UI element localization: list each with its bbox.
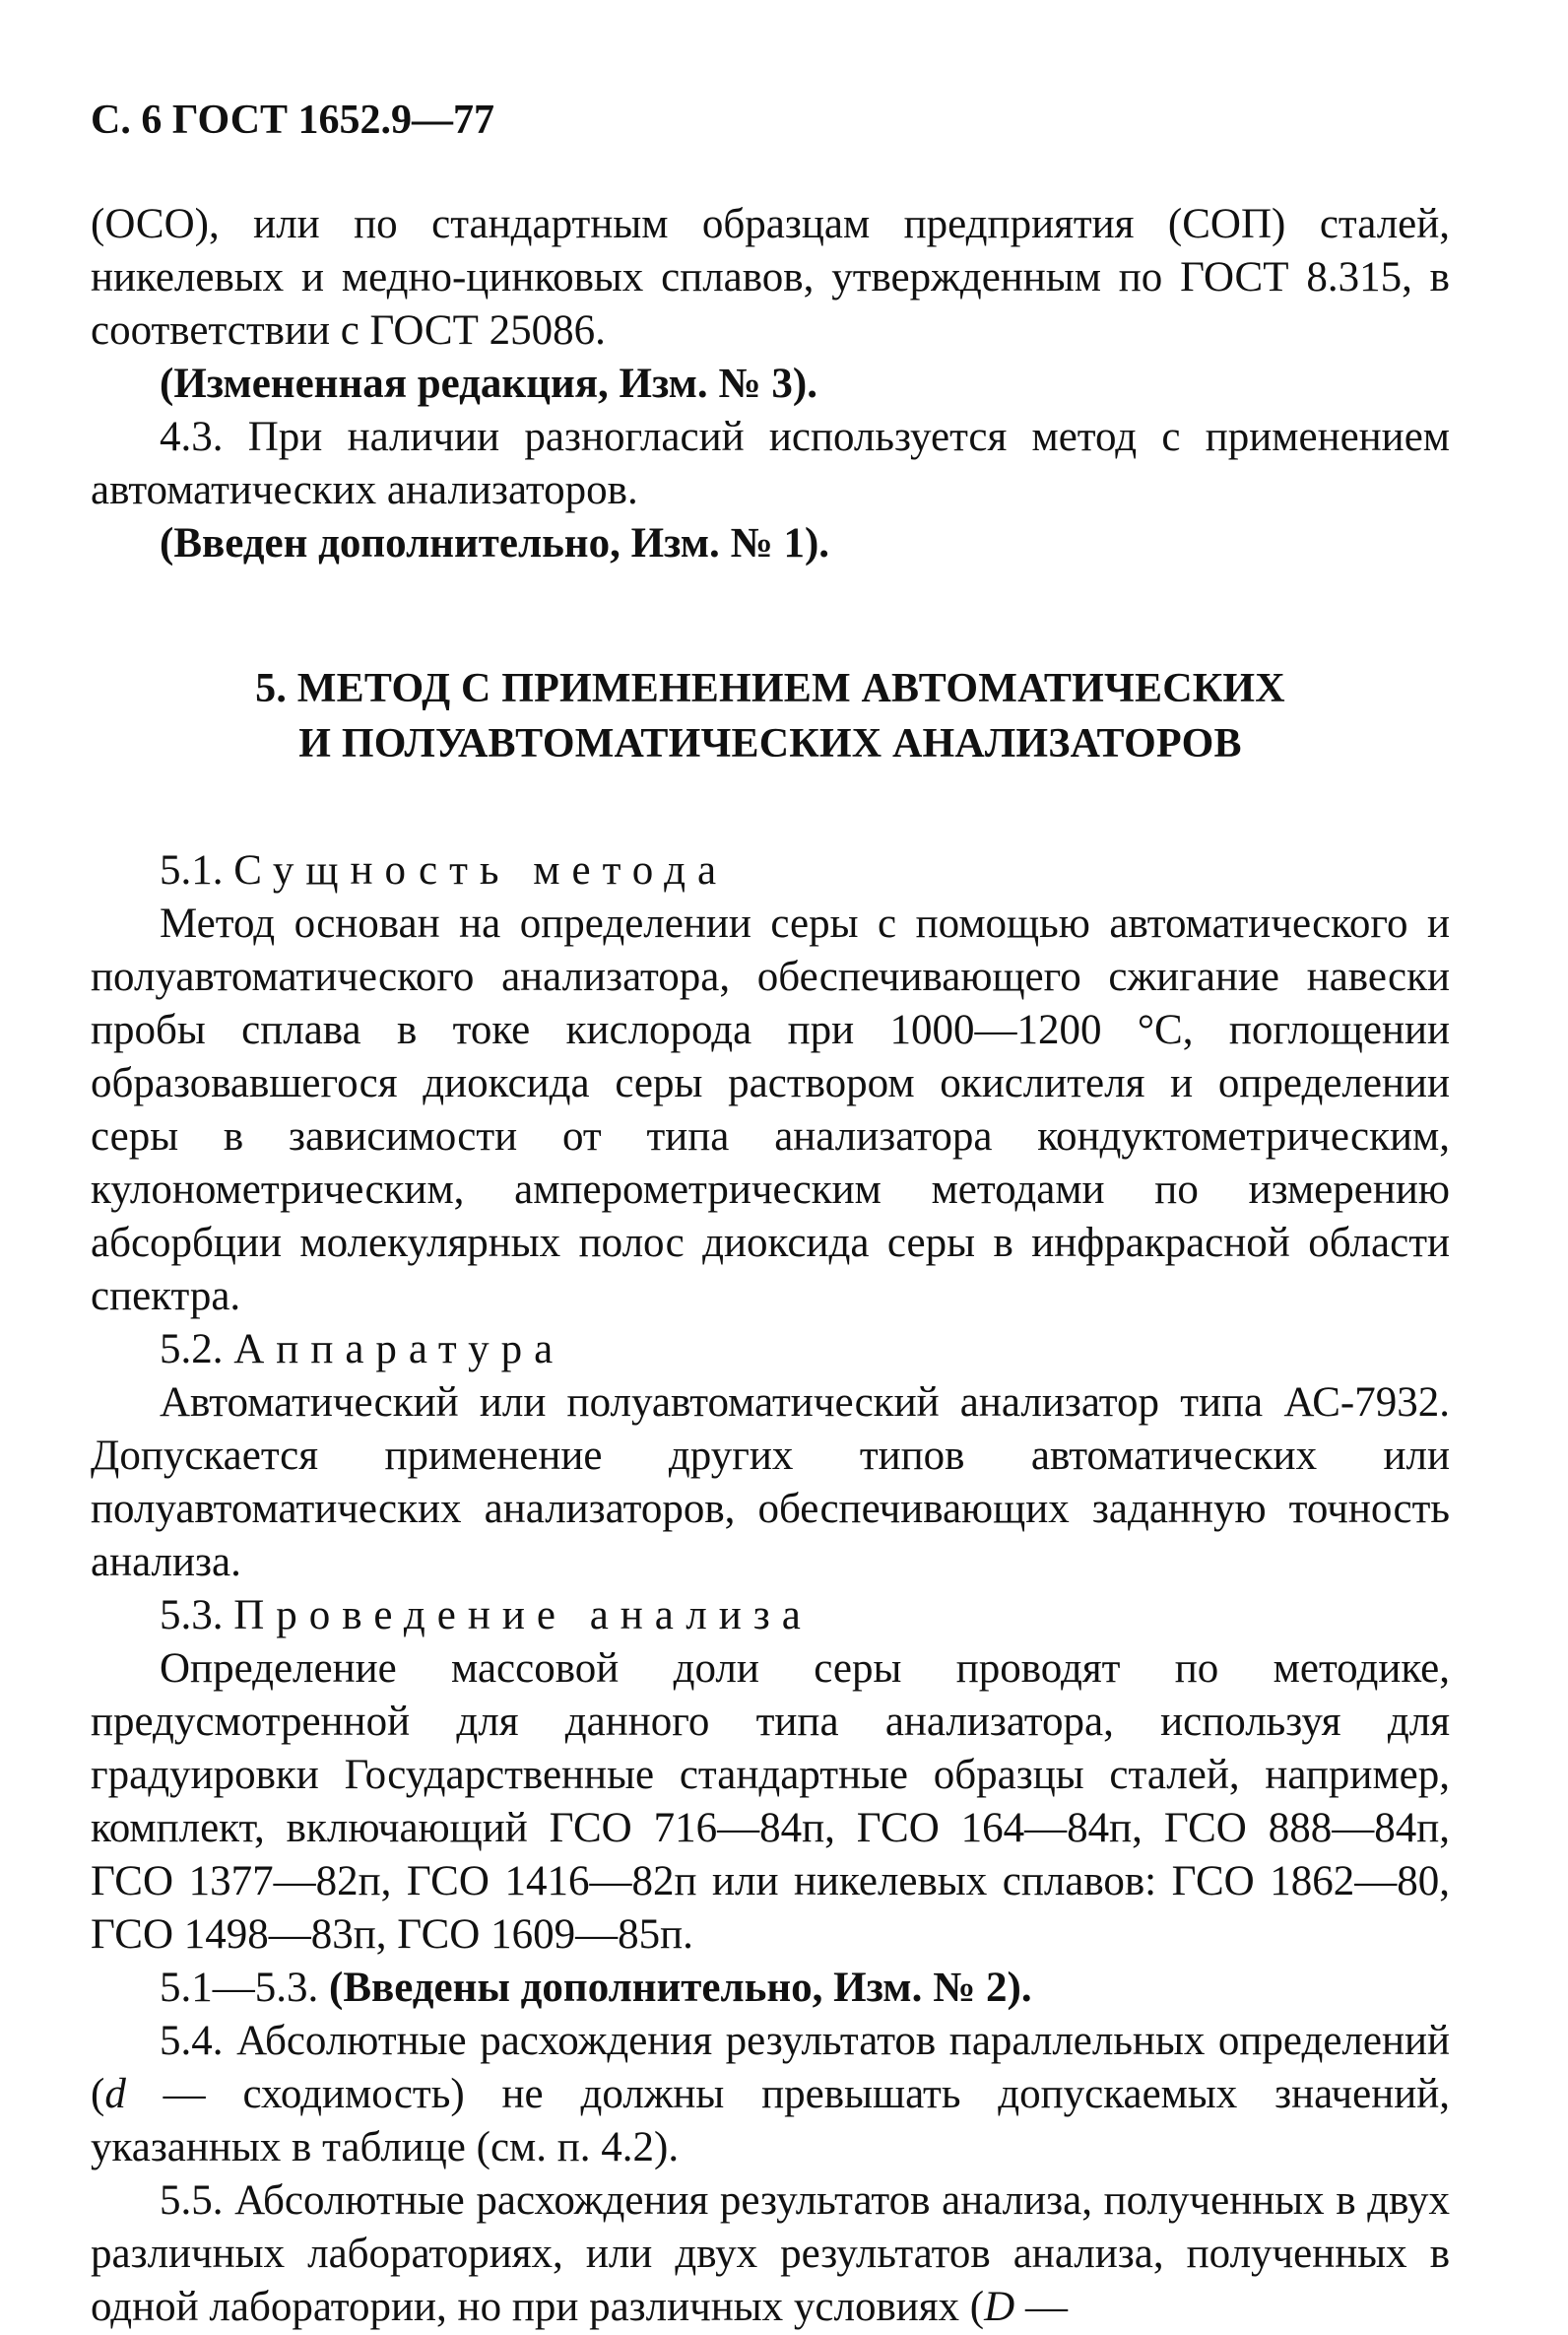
clause-text: 5.4. Абсолютные расхождения результатов параллельных определений ( (91, 2018, 1450, 2117)
amendment-note: (Измененная редакция, Изм. № 3). (160, 361, 817, 407)
amendment-note: (Введен дополнительно, Изм. № 1). (160, 520, 830, 567)
clause-number: 5.1. (160, 847, 224, 894)
clause-heading: Проведение анализа (233, 1592, 813, 1638)
clause-number: 5.2. (160, 1326, 224, 1372)
section-title-line: 5. МЕТОД С ПРИМЕНЕНИЕМ АВТОМАТИЧЕСКИХ (255, 666, 1285, 711)
clause-5-3-heading (91, 1589, 1450, 1642)
clause-heading: Аппаратура (233, 1326, 565, 1372)
paragraph-continuation: (ОСО), или по стандартным образцам предприятия (СОП) сталей, никелевых и медно-цинковых сплавов, утвержденным по ГОСТ 8.315, в соответствии с ГОСТ 25086. (91, 201, 1450, 354)
clause-text: — (1014, 2284, 1068, 2330)
clause-5-1-heading (91, 844, 1450, 898)
clause-heading: Сущность метода (233, 847, 729, 894)
amendment-note (91, 1962, 1450, 2015)
clause-5-3-text: Определение массовой доли серы проводят по методике, предусмотренной для данного типа анализатора, используя для градуировки Государственные стандартные образцы сталей, например, комплект, включающий ГСО 716—84п, ГСО 164—84п, ГСО 888—84п, ГСО 1377—82п, ГСО 1416—82п или никелевых сплавов: ГСО 1862—80, ГСО 1498—83п, ГСО 1609—85п. (91, 1645, 1450, 1958)
clause-text: — сходимость) не должны превышать допускаемых значений, указанных в таблице (см. п. 4.2). (91, 2071, 1450, 2170)
amendment-note-text: (Введены дополнительно, Изм. № 2). (329, 1965, 1032, 2011)
clause-4-3: 4.3. При наличии разногласий используется метод с применением автоматических анализаторов. (91, 414, 1450, 513)
clause-range: 5.1—5.3. (160, 1965, 319, 2011)
variable-d: d (104, 2071, 126, 2117)
section-title-line: И ПОЛУАВТОМАТИЧЕСКИХ АНАЛИЗАТОРОВ (298, 721, 1242, 767)
clause-5-2-heading (91, 1323, 1450, 1376)
clause-5-2-text: Автоматический или полуавтоматический анализатор типа АС-7932. Допускается применение других типов автоматических или полуавтоматических анализаторов, обеспечивающих заданную точность анализа. (91, 1379, 1450, 1585)
section-title (91, 661, 1450, 771)
clause-5-1-text: Метод основан на определении серы с помощью автоматического и полуавтоматического анализатора, обеспечивающего сжигание навески пробы сплава в токе кислорода при 1000—1200 °С, поглощении образовавшегося диоксида серы раствором окислителя и определении серы в зависимости от типа анализатора кондуктометрическим, кулонометрическим, амперометрическим методами по измерению абсорбции молекулярных полос диоксида серы в инфракрасной области спектра. (91, 901, 1450, 1319)
clause-number: 5.3. (160, 1592, 224, 1638)
running-head: С. 6 ГОСТ 1652.9—77 (91, 98, 495, 143)
variable-D: D (984, 2284, 1015, 2330)
clause-text: 5.5. Абсолютные расхождения результатов анализа, полученных в двух различных лабораториях, или двух результатов анализа, полученных в одной лаборатории, но при различных условиях ( (91, 2177, 1450, 2330)
clause-5-4 (91, 2015, 1450, 2174)
clause-5-5 (91, 2174, 1450, 2334)
